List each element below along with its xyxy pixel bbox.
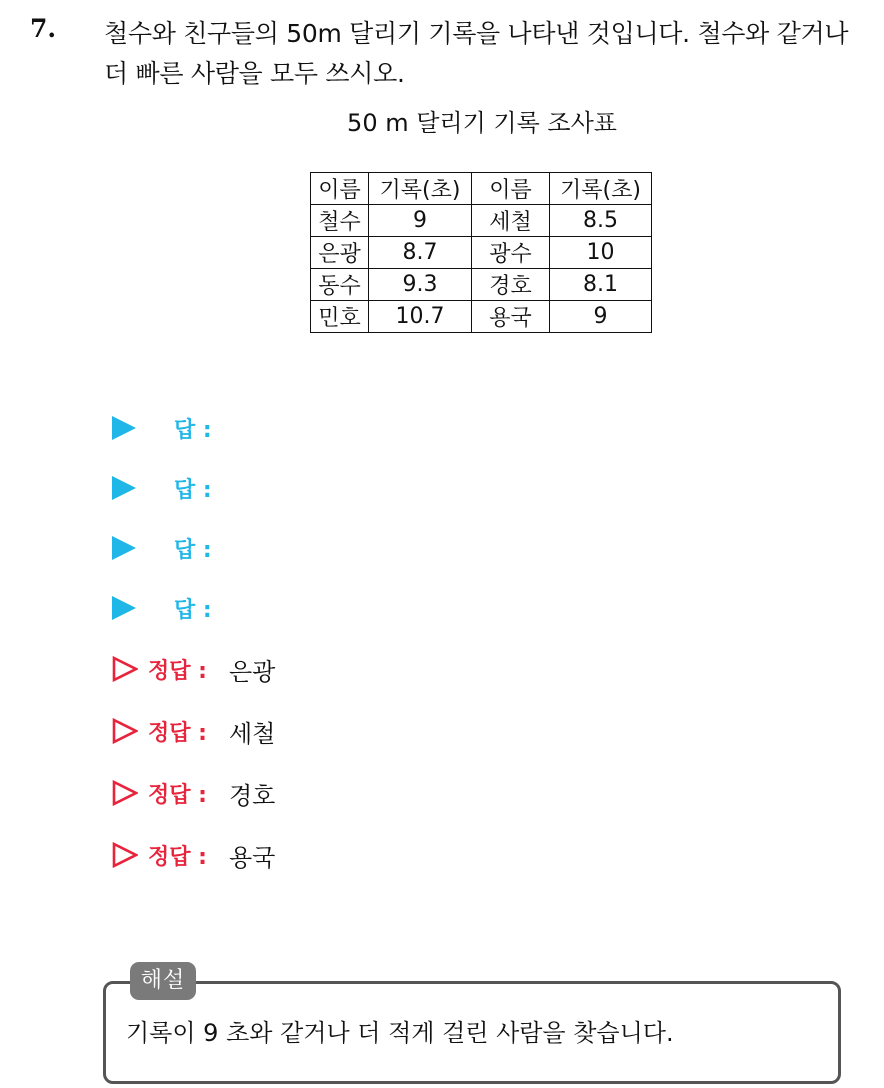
table-title: 50 m 달리기 기록 조사표 xyxy=(347,109,617,137)
play-triangle-icon xyxy=(112,596,136,620)
table-cell: 9 xyxy=(369,205,472,237)
question-text: 철수와 친구들의 50m 달리기 기록을 나타낸 것입니다. 철수와 같거나 더 빠른 사람을 모두 쓰시오. xyxy=(104,19,849,88)
correct-value: 은광 xyxy=(228,657,276,686)
record-table xyxy=(310,172,652,333)
answer-blank[interactable] xyxy=(110,518,275,578)
table-row xyxy=(311,237,652,269)
answer-blank[interactable] xyxy=(110,578,275,638)
answer-blank[interactable] xyxy=(110,398,275,458)
correct-answer xyxy=(110,762,275,824)
answer-label: 답 : xyxy=(174,417,212,443)
correct-value: 세철 xyxy=(228,719,276,748)
outline-triangle-icon xyxy=(112,842,138,868)
table-cell: 10 xyxy=(550,237,652,269)
table-cell: 용국 xyxy=(472,301,550,333)
outline-triangle-icon xyxy=(112,780,138,806)
table-cell: 경호 xyxy=(472,269,550,301)
correct-value: 용국 xyxy=(228,843,276,872)
answer-section xyxy=(110,398,275,886)
play-triangle-icon xyxy=(112,476,136,500)
correct-label: 정답 : xyxy=(148,658,207,684)
table-cell: 세철 xyxy=(472,205,550,237)
explanation-text: 기록이 9 초와 같거나 더 적게 걸린 사람을 찾습니다. xyxy=(126,1019,674,1047)
table-header-cell: 기록(초) xyxy=(369,173,472,205)
table-cell: 8.7 xyxy=(369,237,472,269)
play-triangle-icon xyxy=(112,536,136,560)
correct-label: 정답 : xyxy=(148,782,207,808)
correct-label: 정답 : xyxy=(148,720,207,746)
table-row xyxy=(311,301,652,333)
table-header-cell: 이름 xyxy=(472,173,550,205)
table-cell: 은광 xyxy=(311,237,369,269)
table-header-cell: 기록(초) xyxy=(550,173,652,205)
play-triangle-icon xyxy=(112,416,136,440)
outline-triangle-icon xyxy=(112,718,138,744)
table-cell: 8.5 xyxy=(550,205,652,237)
correct-value: 경호 xyxy=(228,781,276,810)
correct-answer xyxy=(110,638,275,700)
table-row xyxy=(311,205,652,237)
table-header-cell: 이름 xyxy=(311,173,369,205)
table-cell: 동수 xyxy=(311,269,369,301)
table-cell: 8.1 xyxy=(550,269,652,301)
table-cell: 9 xyxy=(550,301,652,333)
table-cell: 민호 xyxy=(311,301,369,333)
answer-label: 답 : xyxy=(174,537,212,563)
table-header-row xyxy=(311,173,652,205)
question-number: 7. xyxy=(30,14,57,43)
table-cell: 광수 xyxy=(472,237,550,269)
table-cell: 10.7 xyxy=(369,301,472,333)
answer-blank[interactable] xyxy=(110,458,275,518)
table-row xyxy=(311,269,652,301)
table-cell: 철수 xyxy=(311,205,369,237)
outline-triangle-icon xyxy=(112,656,138,682)
table-cell: 9.3 xyxy=(369,269,472,301)
correct-answer xyxy=(110,700,275,762)
correct-label: 정답 : xyxy=(148,844,207,870)
correct-answer xyxy=(110,824,275,886)
answer-label: 답 : xyxy=(174,597,212,623)
explanation-tag: 해설 xyxy=(130,962,196,1000)
answer-label: 답 : xyxy=(174,477,212,503)
